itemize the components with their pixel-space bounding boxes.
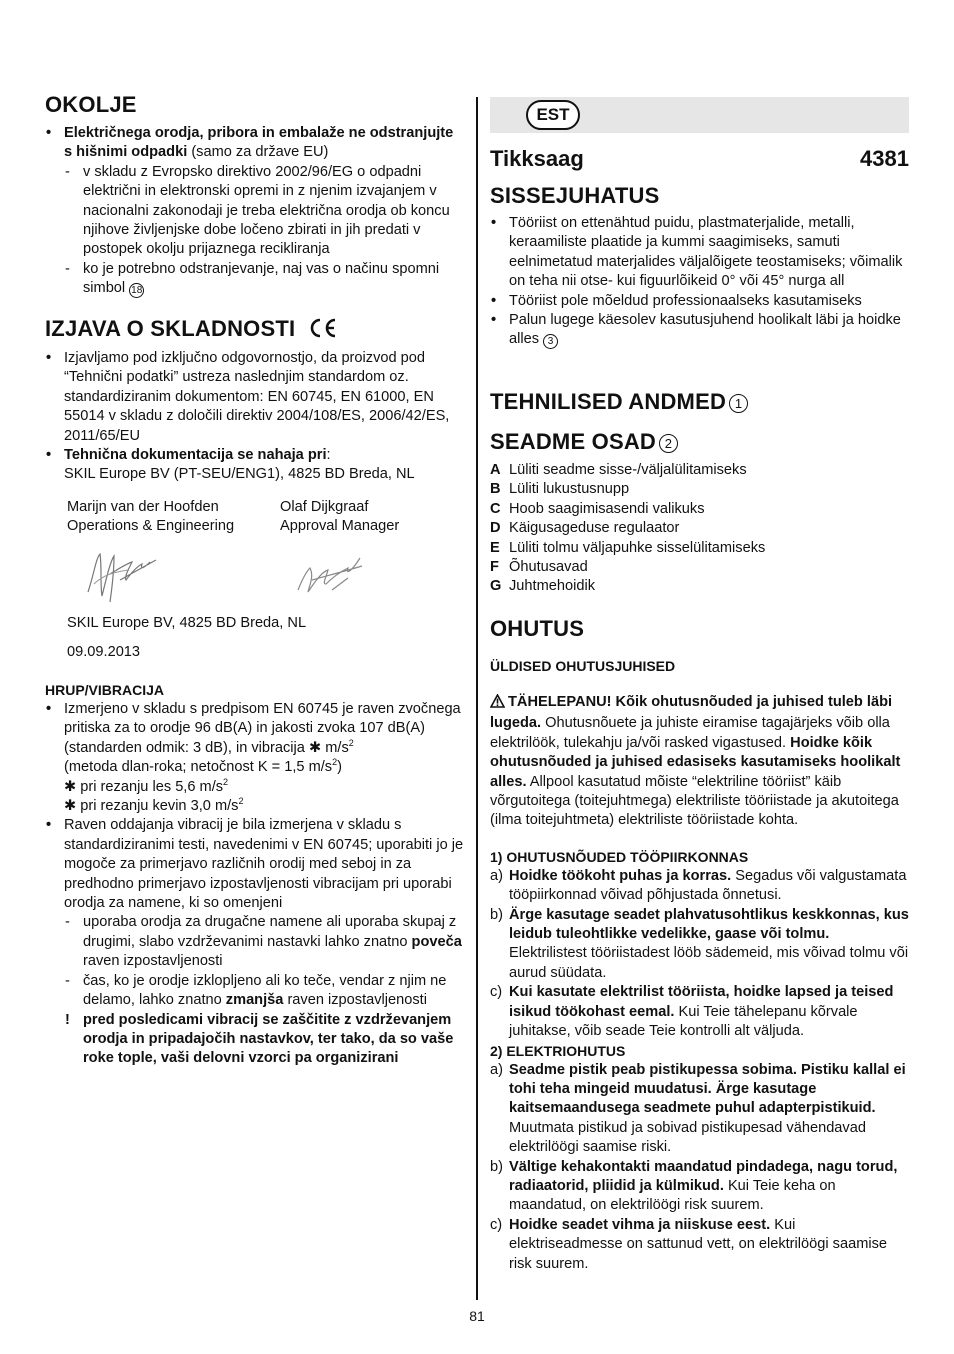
hrup-d1-b: raven izpostavljenosti [83,953,223,970]
section-1-heading: 1) OHUTUSNÕUDED TÖÖPIIRKONNAS [490,848,749,865]
hrup-bullet-1 [45,700,465,816]
item-letter: c) [490,1216,503,1233]
item-letter: a) [490,1061,503,1078]
item-bold: Hoidke töökoht puhas ja korras. [509,867,732,884]
okolje-bullet-1 [45,124,465,163]
warning-bold-2: Hoidke kõik ohutusnõuded ja juhised edasiseks kasutamiseks hoolikalt alles. [490,734,901,790]
izjava-bullet-1: • Izjavljamo pod izključno odgovornostjo, da proizvod pod “Tehnični podatki” ustreza naslednjim standardom oz. standardiziranim dokumentom: EN 60745, EN 61000, EN 55014 v skladu z določili direktiv 2004/108/ES, 2006/42/ES, 2011/65/EU [45,349,465,446]
list-item [490,461,910,480]
hrup-d2-a: čas, ko je orodje izklopljeno ali ko teče, vendar z njim ne delamo, lahko znatno [83,972,447,1009]
star-icon: ✱ [308,739,322,756]
list-item [490,983,910,1041]
sissejuhatus-bullet-3 [490,311,910,350]
item-letter: A [490,462,501,478]
hrup-dash-2 [45,972,465,1011]
star-icon: ✱ [64,798,77,815]
list-item [490,519,910,538]
item-bold: Seadme pistik peab pistikupessa sobima. Pistiku kallal ei tohi teha mingeid muudatusi. Ärge kasutage kaitsemaandusega seadmete puhul adapterpistikuid. [509,1061,906,1117]
item-text: Lüliti seadme sisse-/väljalülitamiseks [509,462,747,478]
product-title [490,146,909,172]
item-text: Segadus või valgustamata tööpiirkonnad võivad põhjustada õnnetusi. [509,867,907,904]
hrup-section [45,681,465,1069]
izjava-bullet-2-bold: Tehnična dokumentacija se nahaja pri [64,447,327,464]
language-badge: EST [526,100,580,130]
item-text: Käigusageduse regulaator [509,520,680,537]
list-item [490,480,910,499]
sissejuhatus-bullet-2: • Tööriist pole mõeldud professionaalseks kasutamiseks [490,292,910,311]
symbol-1-icon: 1 [729,394,748,413]
warning-text-2: Allpool kasutatud mõiste “elektriline tööriist” käib võrgutoitega (toitejuhtmega) elektriliste tööriistade ja akutoitega (ilma toitejuhtmeta) elektriliste tööriistade kohta. [490,773,899,829]
hrup-s1: pri rezanju les 5,6 m/s [76,778,224,795]
page-number: 81 [469,1308,485,1324]
sissejuhatus-heading: SISSEJUHATUS [490,183,660,208]
item-bold: Vältige kehakontakti maandatud pindadega, nagu torud, radiaatorid, pliidid ja külmikud. [509,1158,898,1194]
item-text: Kui Teie keha on maandatud, on elektrilöögi risk suurem. [509,1177,836,1214]
sissejuhatus-section [490,214,910,350]
izjava-heading [45,316,338,345]
product-name: Tikksaag [490,146,584,171]
sissejuhatus-bullet-1: • Tööriist on ettenähtud puidu, plastmaterjalide, metalli, keraamiliste plaatide ja kummi saagimiseks, samuti eelnimetatud materjalides väljalõigete teostamiseks; võimalik on teha nii otse- kui figuurlõikeid 0° või 45° nurga all [490,214,910,292]
list-item [490,577,910,596]
item-letter: c) [490,984,503,1001]
item-text: Kui elektriseadmesse on sattunud vett, on elektrilöögi saamise risk suurem. [509,1216,888,1272]
okolje-bullet-1-bold: Električnega orodja, pribora in embalaže ne odstranjujte s hišnimi odpadki [64,125,454,161]
hrup-s2: pri rezanju kevin 3,0 m/s [76,798,239,815]
list-item [490,1158,910,1216]
item-letter: b) [490,906,503,923]
ohutus-subheading: ÜLDISED OHUTUSJUHISED [490,658,676,674]
sissejuhatus-b3-text: Palun lugege käesolev kasutusjuhend hoolikalt läbi ja hoidke alles [509,312,901,348]
signature-date: 09.09.2013 [67,644,141,660]
hrup-warning: ! pred posledicami vibracij se zaščitite z vzdrževanjem orodja in pripadajočih nastavkov, ter tako, da so vaše roke tople, vaši delovni vzorci pa organizirani [45,1011,465,1069]
hrup-d2-b: raven izpostavljenosti [283,992,427,1009]
signatory-1-name: Marijn van der Hoofden [67,499,219,515]
item-letter: a) [490,867,503,884]
language-bar [490,97,909,133]
list-item [490,1216,910,1274]
list-item [490,500,910,519]
item-text: Lüliti lukustusnupp [509,481,630,498]
hrup-heading: HRUP/VIBRACIJA [45,682,165,698]
signature-1-image [80,544,160,614]
column-divider [476,97,478,1300]
ce-mark-icon [308,317,338,345]
item-text: Juhtmehoidik [509,578,595,595]
izjava-bullet-2 [45,446,465,485]
warning-icon [490,694,505,714]
list-item [490,867,910,906]
hrup-b1-c-sup: 2 [332,757,338,768]
signatory-1-role: Operations & Engineering [67,518,235,534]
signature-2-image [292,550,368,606]
hrup-b1-sup: 2 [348,737,354,748]
symbol-18-icon: 18 [131,285,143,297]
osad-heading-text: SEADME OSAD [490,429,656,454]
ohutus-section [490,657,910,1274]
signatory-2-role: Approval Manager [280,518,400,534]
izjava-heading-text: IZJAVA O SKLADNOSTI [45,316,296,341]
product-model: 4381 [860,146,909,171]
hrup-s1-sup: 2 [223,776,229,787]
hrup-d1-a: uporaba orodja za drugačne namene ali uporaba skupaj z drugimi, slabo vzdrževanimi nastavki lahko znatno [83,914,457,950]
okolje-heading: OKOLJE [45,92,137,117]
okolje-bullet-1-rest: (samo za države EU) [187,144,329,161]
item-text: Hoob saagimisasendi valikuks [509,500,705,517]
okolje-dash-2-text: ko je potrebno odstranjevanje, naj vas o načinu spomni simbol [83,260,440,297]
item-bold: Hoidke seadet vihma ja niiskuse eest. [509,1216,771,1233]
list-item [490,1061,910,1158]
hrup-b1-c: (metoda dlan-roka; netočnost K = 1,5 m/s [64,759,333,776]
okolje-dash-2 [45,260,465,299]
item-letter: B [490,481,501,498]
hrup-d2-bold: zmanjša [225,992,284,1009]
warning-text-1: Ohutusnõuete ja juhiste eiramise tagajärjeks võib olla elektrilöök, tulekahju ja/või rasked vigastused. [490,715,890,751]
warning-bold-1: TÄHELEPANU! Kõik ohutusnõuded ja juhised tuleb läbi lugeda. [490,694,893,732]
tehnilised-heading [490,389,748,415]
item-letter: C [490,500,501,517]
item-bold: Kui kasutate elektrilist tööriista, hoidke lapsed ja teised isikud töökohast eemal. [509,984,894,1020]
hrup-bullet-2: • Raven oddajanja vibracij je bila izmerjena v skladu s standardiziranimi testi, navedenimi v EN 60745; uporabiti jo je mogoče za primerjavo različnih orodij med seboj in za predhodno primerjavo izpostavljenosti vibracijam pri uporabi orodja za namene, ki so omenjeni [45,816,465,913]
signature-company: SKIL Europe BV, 4825 BD Breda, NL [67,615,307,631]
hrup-b1-b: m/s [321,739,349,756]
item-text: Lüliti tolmu väljapuhke sisselülitamiseks [509,539,766,556]
section-2-heading: 2) ELEKTRIOHUTUS [490,1042,626,1059]
ohutus-heading: OHUTUS [490,616,585,641]
izjava-bullet-2-rest: SKIL Europe BV (PT-SEU/ENG1), 4825 BD Breda, NL [64,466,415,483]
item-letter: D [490,520,501,537]
hrup-d1-bold: poveča [411,933,462,950]
item-text: Õhutusavad [509,559,588,576]
symbol-3-icon: 3 [543,334,558,349]
signatory-2-name: Olaf Dijkgraaf [280,499,369,515]
list-item [490,906,910,984]
item-text: Muutmata pistikud ja sobivad pistikupesad vähendavad elektrilöögi saamise riski. [509,1119,866,1156]
hrup-b1-a: Izmerjeno v skladu s predpisom EN 60745 je raven zvočnega pritiska za to orodje 96 dB(A) in jakosti zvoka 107 dB(A) (standarden odmik: 3 dB), in vibracija [64,701,461,756]
symbol-2-icon: 2 [659,434,678,453]
item-letter: G [490,578,502,595]
tehnilised-heading-text: TEHNILISED ANDMED [490,389,727,414]
ohutus-warning [490,693,910,831]
star-icon: ✱ [64,778,77,795]
okolje-section [45,124,465,299]
osad-list [490,461,910,597]
okolje-dash-1: - v skladu z Evropsko direktivo 2002/96/EG o odpadni električni in elektronski opremi in z njenim izvajanjem v nacionalni zakonodaji je treba električna orodja ob koncu njihove življenjske dobe ločeno zbirati in jih predati v postopek okolju prijaznega recikliranja [45,163,465,260]
item-letter: F [490,559,499,576]
hrup-dash-1 [45,913,465,971]
osad-heading [490,429,678,455]
list-item [490,539,910,558]
item-text: Elektrilistest tööriistadest lööb sädemeid, mis võivad tolmu või aurud süüdata. [509,945,909,981]
item-letter: E [490,539,500,556]
izjava-section [45,349,465,485]
item-text: Kui Teie tähelepanu kõrvale juhitakse, võib seade Teie kontrolli alt väljuda. [509,1003,858,1040]
list-item [490,558,910,577]
izjava-colon: : [326,447,331,464]
item-letter: b) [490,1158,503,1175]
hrup-b1-c-end: ) [337,759,342,776]
hrup-s2-sup: 2 [238,796,244,807]
item-bold: Ärge kasutage seadet plahvatusohtlikus keskkonnas, kus leidub tuleohtlikke vedelikke, gaase või tolmu. [509,906,909,943]
